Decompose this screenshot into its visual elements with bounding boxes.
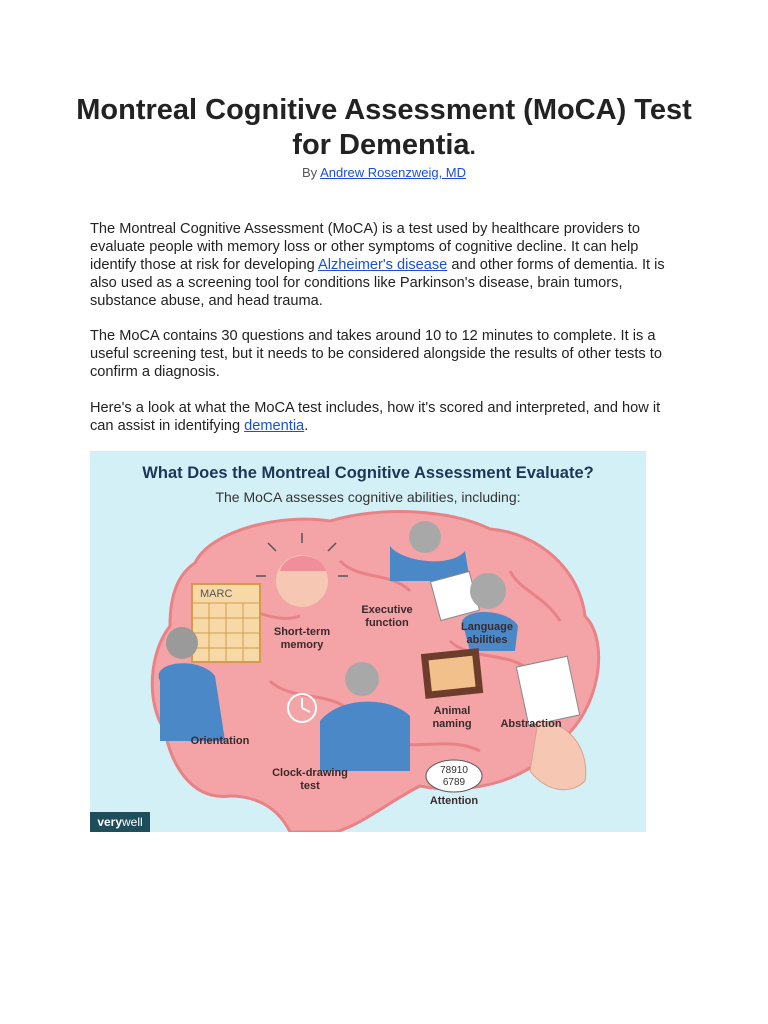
label-language-abilities: Language abilities: [461, 621, 513, 646]
label-short-term-memory: Short-term memory: [273, 626, 331, 651]
label-attention: Attention: [429, 795, 479, 807]
digits-line2: 6789: [442, 777, 466, 788]
label-clock-drawing: Clock-drawing test: [272, 767, 348, 792]
logo-thin: well: [122, 815, 143, 829]
calendar-text: MARC: [200, 588, 233, 600]
title-text: Montreal Cognitive Assessment (MoCA) Test for Dementia: [76, 94, 692, 161]
logo-bold: very: [97, 815, 123, 829]
p3-text-a: Here's a look at what the MoCA test includes, how it's scored and interpreted, and how it can assist in identifying: [90, 400, 661, 434]
title-punct: .: [469, 134, 476, 159]
brain-illustration: [90, 451, 646, 832]
language-person-head: [470, 573, 506, 609]
clock-person-head: [345, 662, 379, 696]
byline: [0, 165, 768, 180]
digits-line1: 78910: [440, 765, 468, 776]
label-executive-function: Executive function: [361, 604, 413, 629]
intro-paragraph: [90, 220, 680, 310]
attention-face: [530, 721, 586, 790]
label-orientation: Orientation: [190, 735, 250, 747]
moca-paragraph: The MoCA contains 30 questions and takes around 10 to 12 minutes to complete. It is a useful screening test, but it needs to be considered alongside the results of other tests to confirm a diagnosis.: [90, 328, 662, 380]
p3-text-b: .: [304, 418, 309, 434]
figure-subtitle: The MoCA assesses cognitive abilities, including:: [215, 489, 521, 505]
p1-text-a: The Montreal Cognitive Assessment (MoCA) is a test used by healthcare providers to evaluate people with memory loss or other symptoms of cognitive decline. It can help identify those at risk for developing: [90, 221, 640, 273]
label-abstraction: Abstraction: [500, 718, 562, 730]
orientation-person-head: [166, 627, 198, 659]
executive-person-head: [409, 521, 441, 553]
dementia-link[interactable]: dementia: [244, 418, 305, 434]
author-link[interactable]: Andrew Rosenzweig, MD: [320, 165, 467, 180]
verywell-logo: [90, 812, 150, 832]
byline-prefix: By: [301, 165, 318, 180]
alzheimers-link[interactable]: Alzheimer's disease: [317, 257, 448, 273]
label-animal-naming: Animal naming: [432, 705, 472, 730]
moca-infographic: [90, 451, 646, 832]
article-title: [60, 93, 708, 164]
p1-text-b: and other forms of dementia. It is also used as a screening tool for conditions like Parkinson's disease, brain tumors, substance abuse, and head trauma.: [90, 257, 665, 309]
figure-title: What Does the Montreal Cognitive Assessment Evaluate?: [142, 464, 594, 482]
overview-paragraph: [90, 399, 680, 435]
